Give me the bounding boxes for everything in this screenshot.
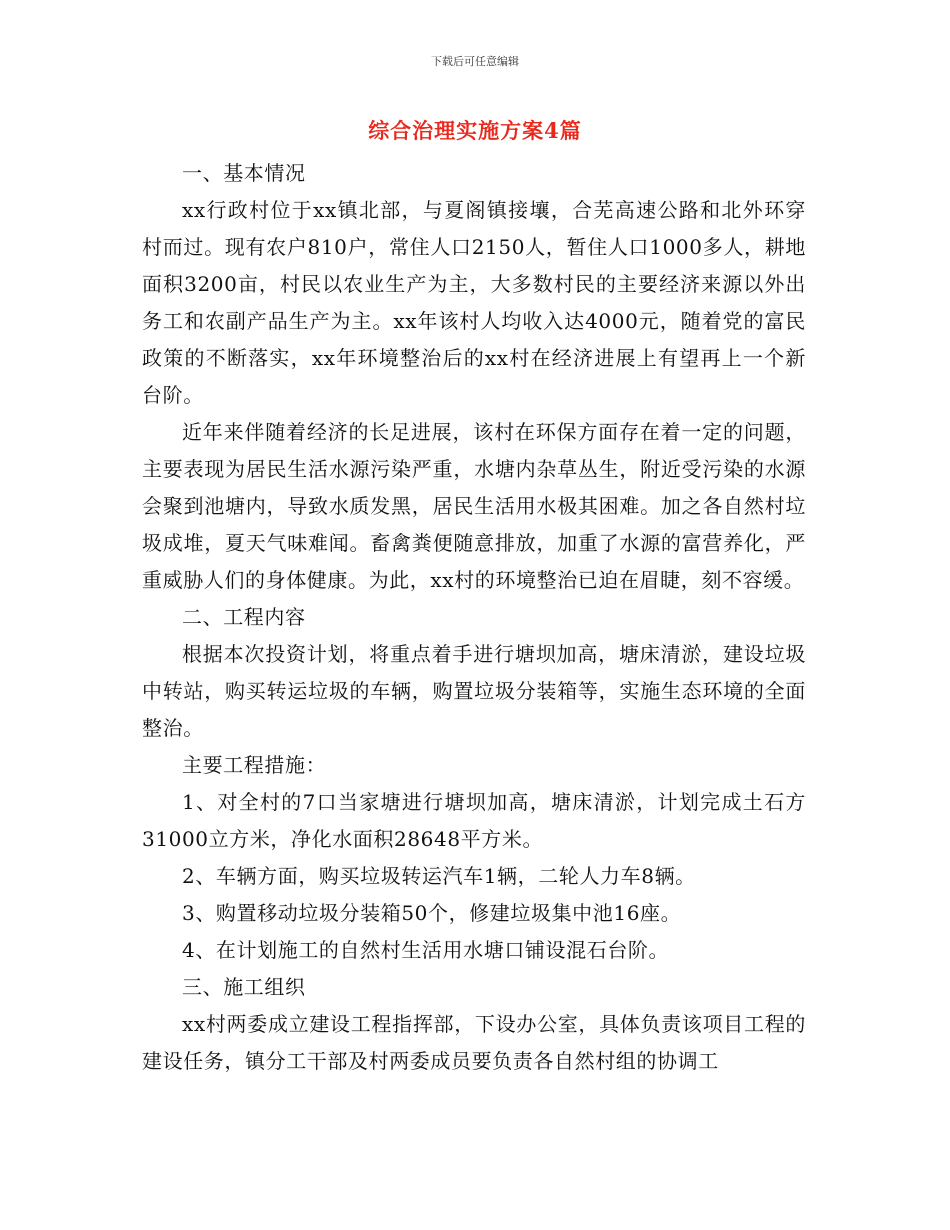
paragraph: 近年来伴随着经济的长足进展，该村在环保方面存在着一定的问题，主要表现为居民生活水源污染严重，水塘内杂草丛生，附近受污染的水源会聚到池塘内，导致水质发黑，居民生活用水极其困难。加之各自然村垃圾成堆，夏天气味难闻。畜禽粪便随意排放，加重了水源的富营养化，严重威胁人们的身体健康。为此，xx村的环境整治已迫在眉睫，刻不容缓。 [142,420,806,592]
paragraph: xx村两委成立建设工程指挥部，下设办公室，具体负责该项目工程的建设任务，镇分工干部及村两委成员要负责各自然村组的协调工 [142,1012,806,1073]
section-heading-content: 二、工程内容 [182,605,306,629]
document-title: 综合治理实施方案4篇 [368,118,582,143]
section-heading-organization: 三、施工组织 [182,975,306,999]
list-item: 4、在计划施工的自然村生活用水塘口铺设混石台阶。 [182,938,670,962]
paragraph: 根据本次投资计划，将重点着手进行塘坝加高，塘床清淤，建设垃圾中转站，购买转运垃圾的车辆，购置垃圾分装箱等，实施生态环境的全面整治。 [142,642,806,740]
subheading-measures: 主要工程措施： [182,753,327,777]
paragraph: xx行政村位于xx镇北部，与夏阁镇接壤，合芜高速公路和北外环穿村而过。现有农户810户，常住人口2150人，暂住人口1000多人，耕地面积3200亩，村民以农业生产为主，大多数村民的主要经济来源以外出务工和农副产品生产为主。xx年该村人均收入达4000元，随着党的富民政策的不断落实，xx年环境整治后的xx村在经济进展上有望再上一个新台阶。 [142,198,806,407]
list-item: 2、车辆方面，购买垃圾转运汽车1辆，二轮人力车8辆。 [182,864,696,888]
list-item: 1、对全村的7口当家塘进行塘坝加高，塘床清淤，计划完成土石方31000立方米，净化水面积28648平方米。 [142,790,806,851]
document-body [142,155,806,1080]
header-note: 下载后可任意编辑 [431,55,519,68]
section-heading-basic: 一、基本情况 [182,161,306,185]
list-item: 3、购置移动垃圾分装箱50个，修建垃圾集中池16座。 [182,901,682,925]
